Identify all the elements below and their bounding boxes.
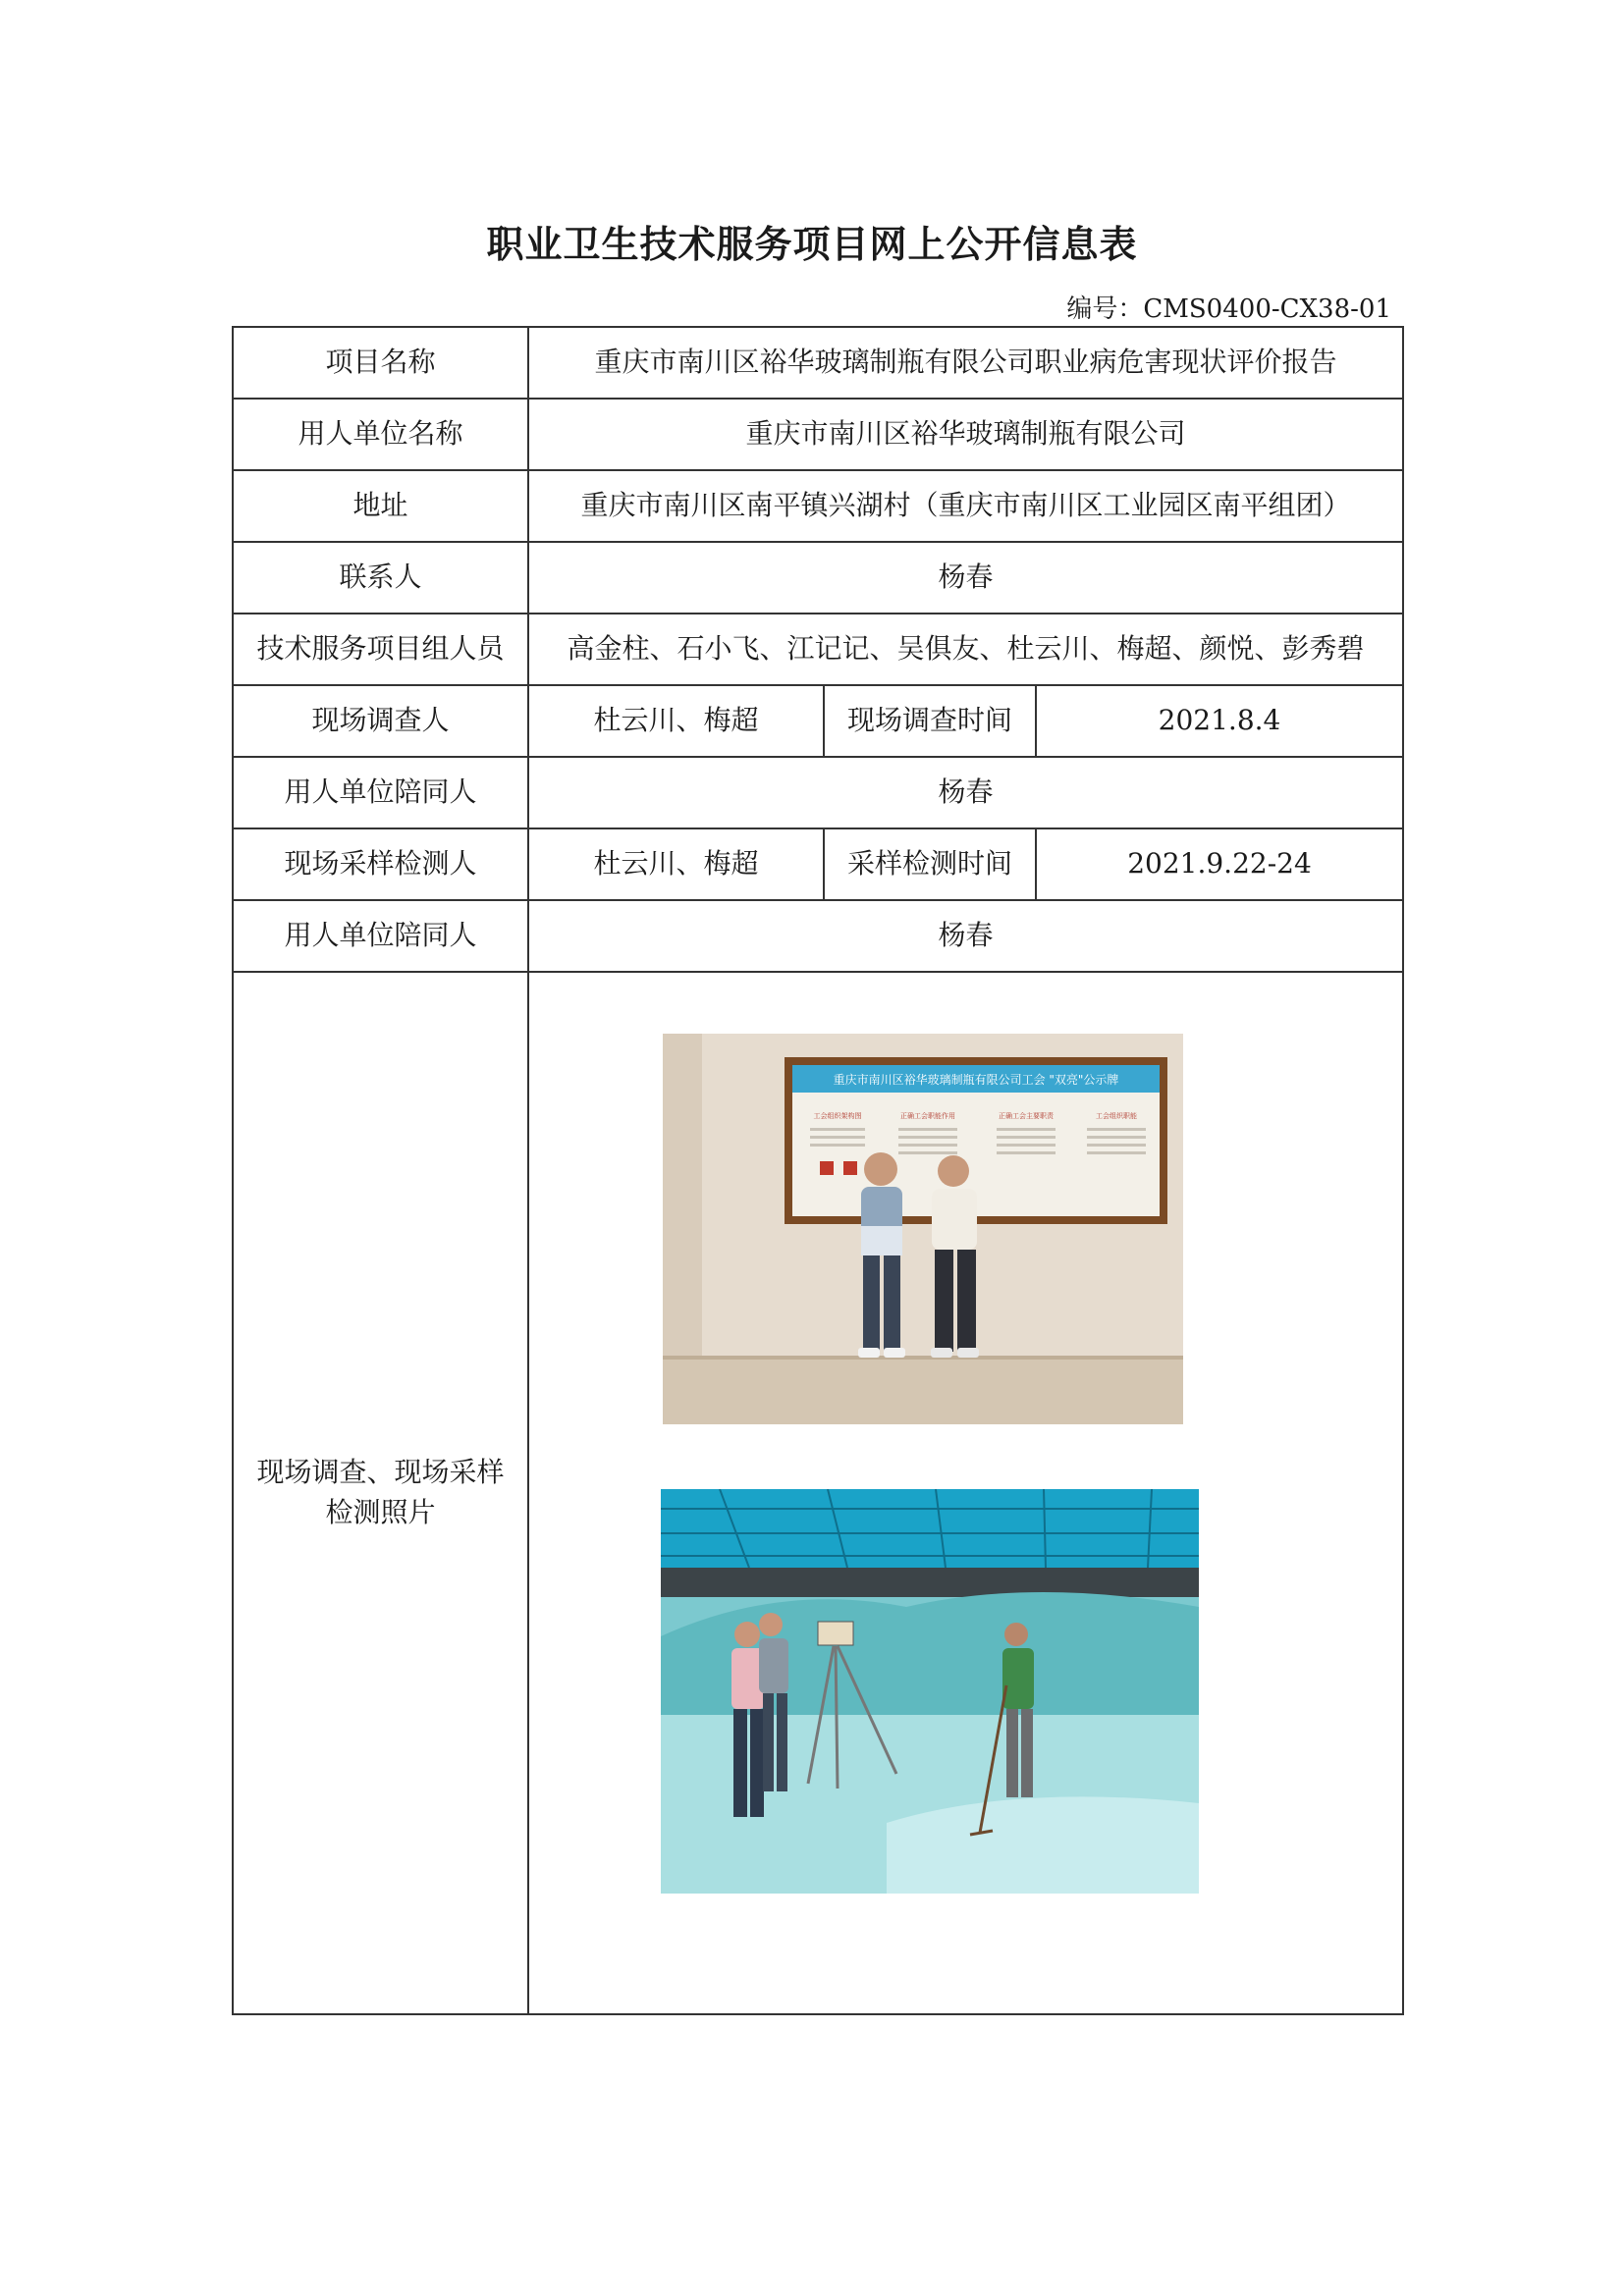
team-value: 高金柱、石小飞、江记记、吴俱友、杜云川、梅超、颜悦、彭秀碧 [528, 614, 1403, 685]
contact-label: 联系人 [233, 542, 528, 614]
survey-escort-value: 杨春 [528, 757, 1403, 828]
row-survey-escort [233, 757, 1403, 828]
project-name-label: 项目名称 [233, 327, 528, 399]
survey-photo [663, 1034, 1183, 1424]
address-value: 重庆市南川区南平镇兴湖村（重庆市南川区工业园区南平组团） [528, 470, 1403, 542]
info-table [232, 326, 1404, 2015]
board-title: 重庆市南川区裕华玻璃制瓶有限公司工会 "双亮"公示牌 [833, 1073, 1119, 1087]
row-contact [233, 542, 1403, 614]
photos-cell [528, 972, 1403, 2014]
project-name-value: 重庆市南川区裕华玻璃制瓶有限公司职业病危害现状评价报告 [528, 327, 1403, 399]
row-address [233, 470, 1403, 542]
contact-value: 杨春 [528, 542, 1403, 614]
employer-label: 用人单位名称 [233, 399, 528, 470]
row-team [233, 614, 1403, 685]
survey-label: 现场调查人 [233, 685, 528, 757]
row-sampling-escort [233, 900, 1403, 972]
survey-value: 杜云川、梅超 [528, 685, 824, 757]
survey-time-value: 2021.8.4 [1036, 685, 1403, 757]
sampling-value: 杜云川、梅超 [528, 828, 824, 900]
row-survey [233, 685, 1403, 757]
sampling-escort-value: 杨春 [528, 900, 1403, 972]
document-number: 编号：CMS0400-CX38-01 [1066, 294, 1391, 324]
board-col4: 工会组织职能 [1096, 1112, 1137, 1120]
sampling-photo [661, 1489, 1199, 1894]
photos-label: 现场调查、现场采样检测照片 [233, 972, 528, 2014]
survey-escort-label: 用人单位陪同人 [233, 757, 528, 828]
sampling-escort-label: 用人单位陪同人 [233, 900, 528, 972]
employer-value: 重庆市南川区裕华玻璃制瓶有限公司 [528, 399, 1403, 470]
survey-time-label: 现场调查时间 [824, 685, 1036, 757]
sampling-time-label: 采样检测时间 [824, 828, 1036, 900]
board-col1: 工会组织架构图 [813, 1112, 862, 1120]
row-photos [233, 972, 1403, 2014]
page-title: 职业卫生技术服务项目网上公开信息表 [486, 223, 1138, 266]
team-label: 技术服务项目组人员 [233, 614, 528, 685]
row-employer [233, 399, 1403, 470]
board-col2: 正确工会职能作用 [900, 1112, 955, 1120]
address-label: 地址 [233, 470, 528, 542]
board-col3: 正确工会主要职责 [999, 1112, 1054, 1120]
row-project-name [233, 327, 1403, 399]
sampling-label: 现场采样检测人 [233, 828, 528, 900]
row-sampling [233, 828, 1403, 900]
sampling-time-value: 2021.9.22-24 [1036, 828, 1403, 900]
